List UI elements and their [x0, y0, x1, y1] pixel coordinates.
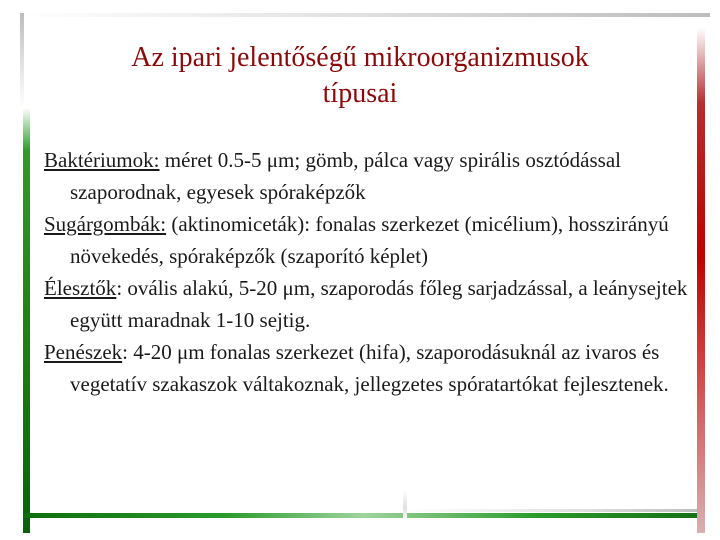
- list-item-elesztok: [44, 272, 694, 336]
- slide-title-line-2: típusai: [322, 78, 398, 109]
- term-description: : ovális alakú, 5-20 μm, szaporodás főleg sarjadzással, a leánysejtek együtt maradnak 1-10 sejtig.: [70, 276, 688, 332]
- decorative-top-left-bar: [20, 13, 24, 108]
- term-label: Élesztők: [44, 276, 117, 300]
- list-item-bakteriumok: [44, 144, 694, 208]
- term-label: Sugárgombák:: [44, 212, 167, 236]
- slide-title-line-1: Az ipari jelentőségű mikroorganizmusok: [131, 42, 589, 73]
- term-description: (aktinomiceták): fonalas szerkezet (micélium), hosszirányú növekedés, spóraképzők (szaporító képlet): [70, 212, 669, 268]
- slide-body: [44, 144, 694, 400]
- term-label: Baktériumok:: [44, 148, 160, 172]
- decorative-green-bottom-bar: [23, 513, 703, 518]
- decorative-bottom-right-bar: [405, 509, 697, 512]
- slide-title: [60, 40, 660, 112]
- term-description: : 4-20 μm fonalas szerkezet (hifa), szaporodásuknál az ivaros és vegetatív szakaszok váltakoznak, jellegzetes spóratartókat fejlesztenek.: [70, 340, 669, 396]
- list-item-peneszek: [44, 336, 694, 400]
- decorative-red-right-bar: [697, 28, 705, 533]
- decorative-top-bar: [20, 13, 710, 17]
- term-label: Penészek: [44, 340, 123, 364]
- decorative-bottom-tick: [403, 490, 407, 520]
- list-item-sugargombak: [44, 208, 694, 272]
- term-description: méret 0.5-5 μm; gömb, pálca vagy spirális osztódással szaporodnak, egyesek spóraképzők: [70, 148, 621, 204]
- decorative-green-left-bar: [23, 108, 30, 533]
